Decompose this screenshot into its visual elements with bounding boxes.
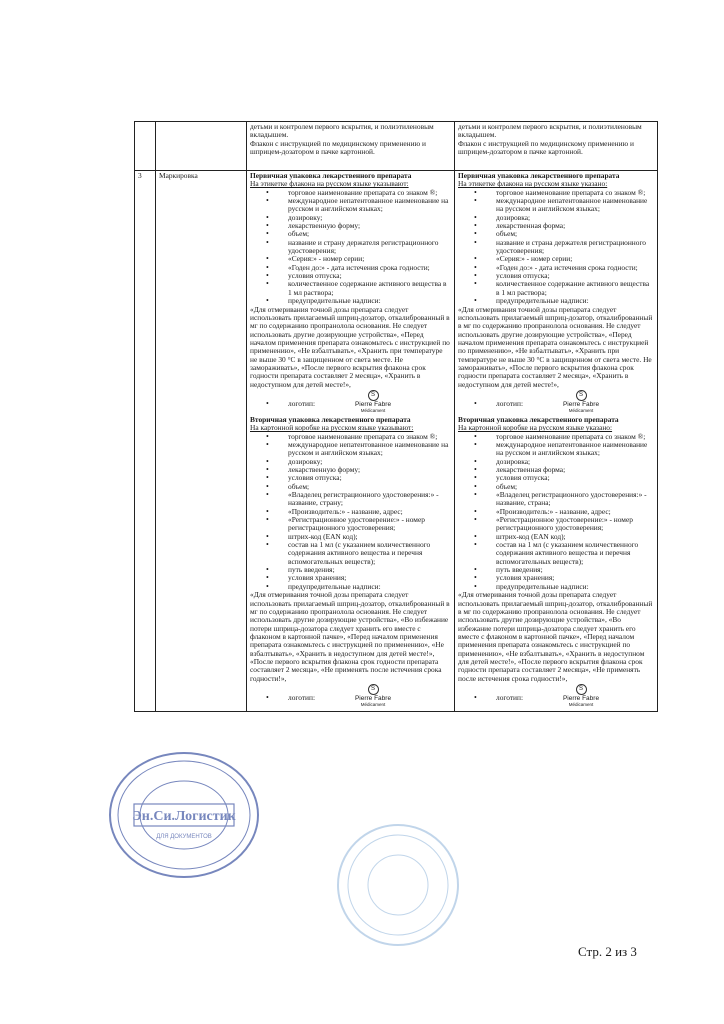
secondary-subtitle: На картонной коробке на русском языке указано: (458, 423, 613, 433)
primary-title: Первичная упаковка лекарственного препарата (250, 171, 412, 180)
list-item: • объем; (288, 483, 451, 491)
list-item: • дозировку; (288, 214, 451, 222)
list-item: • торговое наименование препарата со знаком ®; (288, 189, 451, 197)
logo-line (458, 390, 654, 414)
list-item: • количественное содержание активного вещества в 1 мл раствора; (288, 280, 451, 297)
secondary-warnings: «Для отмеривания точной дозы препарата следует использовать прилагаемый шприц-дозатор, откалиброванный в мг по содержанию пропранолола основания. Не следует использовать другие дозирующие устройства», «Во избежание потери шприца-дозатора следует хранить его вместе с флаконом в картонной пачке», «Перед началом применения препарата ознакомьтесь с инструкцией по применению», «Не взбалтывать», «Хранить в недоступном для детей месте!», «После первого вскрытия флакона срок годности препарата составляет 2 месяца», «Не применять после истечения срока годности!», (458, 590, 653, 683)
stamp-company-name: Эн.Си.Логистик (132, 809, 236, 824)
row-title: Маркировка (156, 171, 247, 712)
list-item: • «Производитель:» - название, адрес; (496, 508, 654, 516)
list-item: • количественное содержание активного вещества в 1 мл раствора; (496, 280, 654, 297)
logo-brand: Pierre Fabre (354, 694, 392, 702)
table-row-continued (135, 122, 658, 171)
logo-label: логотип: (288, 692, 316, 702)
list-item: • условия отпуска; (496, 272, 654, 280)
list-item: • «Серия:» - номер серии; (496, 255, 654, 263)
logo-line (250, 390, 451, 414)
document-table (134, 121, 658, 712)
secondary-title: Вторичная упаковка лекарственного препарата (250, 414, 411, 424)
logo-label: логотип: (496, 692, 524, 702)
list-item: • условия отпуска; (288, 272, 451, 280)
primary-title: Первичная упаковка лекарственного препарата (458, 171, 620, 180)
list-item: • штрих-код (EAN код); (288, 533, 451, 541)
list-item: • лекарственная форма; (496, 222, 654, 230)
list-item: • «Регистрационное удостоверение:» - номер регистрационного удостоверения; (496, 516, 654, 533)
cell-old-continued (247, 122, 455, 171)
list-item: • «Серия:» - номер серии; (288, 255, 451, 263)
list-item: • «Производитель:» - название, адрес; (288, 508, 451, 516)
old-packaging-text: детьми и контролем первого вскрытия, и полиэтиленовым вкладышем. Флакон с инструкцией по медицинскому применению и шприцем-дозатором в пачке картонной. (250, 122, 434, 157)
list-item: • объем; (496, 483, 654, 491)
bullet-icon: • (474, 692, 477, 702)
stamp-company-sub: ДЛЯ ДОКУМЕНТОВ (156, 834, 212, 840)
list-item: • предупредительные надписи: (496, 297, 654, 305)
list-item: • объем; (288, 230, 451, 238)
pierre-fabre-logo (546, 684, 616, 707)
primary-list (250, 189, 451, 306)
cell-new-continued (455, 122, 658, 171)
list-item: • условия отпуска; (288, 474, 451, 482)
list-item: • дозировка; (496, 458, 654, 466)
primary-list (458, 189, 654, 306)
logo-mark-icon: S (368, 390, 379, 401)
list-item: • «Годен до:» - дата истечения срока годности; (496, 264, 654, 272)
cell-old-labeling (247, 171, 455, 712)
list-item: • условия отпуска; (496, 474, 654, 482)
list-item: • лекарственную форму; (288, 222, 451, 230)
logo-brand: Pierre Fabre (562, 694, 600, 702)
primary-subtitle: На этикетке флакона на русском языке указывают: (250, 179, 409, 189)
logo-sub: Médicament (568, 701, 594, 707)
list-item: • торговое наименование препарата со знаком ®; (496, 189, 654, 197)
logo-line (250, 684, 451, 708)
list-item: • «Владелец регистрационного удостоверения:» - название, страна; (496, 491, 654, 508)
bullet-icon: • (266, 398, 269, 408)
table-row-labeling (135, 171, 658, 712)
list-item: • название и страну держателя регистрационного удостоверения; (288, 239, 451, 256)
pierre-fabre-logo (546, 390, 616, 413)
list-item: • условия хранения; (288, 574, 451, 582)
list-item: • дозировку; (288, 458, 451, 466)
list-item: • «Владелец регистрационного удостоверения:» - название, страну; (288, 491, 451, 508)
list-item: • предупредительные надписи: (288, 297, 451, 305)
company-stamp (104, 748, 264, 883)
list-item: • предупредительные надписи: (288, 583, 451, 591)
primary-subtitle: На этикетке флакона на русском языке указано: (458, 179, 608, 189)
primary-warnings: «Для отмеривания точной дозы препарата следует использовать прилагаемый шприц-дозатор, откалиброванный в мг по содержанию пропранолола основания. Не следует использовать другие дозирующие устройства», «Перед началом применения препарата ознакомьтесь с инструкцией по применению», «Не взбалтывать», «Хранить при температуре не выше 30 °С в защищенном от света месте. Не замораживать», «После первого вскрытия флакона срок годности препарата составляет 2 месяца», «Хранить в недоступном для детей месте!», (458, 304, 653, 389)
row-number: 3 (135, 171, 156, 712)
pierre-fabre-logo (338, 390, 408, 413)
list-item: • штрих-код (EAN код); (496, 533, 654, 541)
page-number: Стр. 2 из 3 (578, 944, 637, 959)
list-item: • объем; (496, 230, 654, 238)
list-item: • условия хранения; (496, 574, 654, 582)
pierre-fabre-logo (338, 684, 408, 707)
logo-line (458, 684, 654, 708)
secondary-subtitle: На картонной коробке на русском языке указывают: (250, 423, 414, 433)
bullet-icon: • (266, 692, 269, 702)
list-item: • лекарственная форма; (496, 466, 654, 474)
list-item: • международное непатентованное наименование на русском и английском языках; (288, 441, 451, 458)
list-item: • состав на 1 мл (с указанием количественного содержания активного вещества и перечня вспомогательных веществ); (496, 541, 654, 566)
bullet-icon: • (474, 398, 477, 408)
list-item: • путь введения; (288, 566, 451, 574)
cell-new-labeling (455, 171, 658, 712)
list-item: • состав на 1 мл (с указанием количественного содержания активного вещества и перечня вспомогательных веществ); (288, 541, 451, 566)
list-item: • дозировка; (496, 214, 654, 222)
logo-brand: Pierre Fabre (562, 400, 600, 408)
list-item: • международное непатентованное наименование на русском и английском языках; (288, 197, 451, 214)
list-item: • международное непатентованное наименование на русском и английском языках; (496, 197, 654, 214)
new-packaging-text: детьми и контролем первого вскрытия, и полиэтиленовым вкладышем. Флакон с инструкцией по медицинскому применению и шприцем-дозатором в пачке картонной. (458, 122, 642, 157)
cell-num-empty (135, 122, 156, 171)
company-stamp-seal (104, 748, 264, 883)
list-item: • «Годен до:» - дата истечения срока годности; (288, 264, 451, 272)
list-item: • «Регистрационное удостоверение:» - номер регистрационного удостоверения; (288, 516, 451, 533)
secondary-title: Вторичная упаковка лекарственного препарата (458, 414, 619, 424)
logo-mark-icon: S (576, 684, 587, 695)
logo-sub: Médicament (568, 407, 594, 413)
logo-mark-icon: S (368, 684, 379, 695)
round-stamp-seal (333, 820, 463, 950)
list-item: • предупредительные надписи: (496, 583, 654, 591)
round-stamp (333, 820, 463, 950)
cell-name-empty (156, 122, 247, 171)
list-item: • международное непатентованное наименование на русском и английском языках; (496, 441, 654, 458)
secondary-list (458, 433, 654, 592)
primary-warnings: «Для отмеривания точной дозы препарата следует использовать прилагаемый шприц-дозатор, откалиброванный в мг по содержанию пропранолола основания. Не следует использовать другие дозирующие устройства», «Перед началом применения препарата ознакомьтесь с инструкцией по применению», «Не взбалтывать», «Хранить при температуре не выше 30 °С в защищенном от света месте. Не замораживать», «После первого вскрытия флакона срок годности препарата составляет 2 месяца», «Хранить в недоступном для детей месте!», (250, 304, 450, 389)
logo-sub: Médicament (360, 701, 386, 707)
logo-label: логотип: (288, 398, 316, 408)
list-item: • путь введения; (496, 566, 654, 574)
list-item: • торговое наименование препарата со знаком ®; (288, 433, 451, 441)
list-item: • торговое наименование препарата со знаком ®; (496, 433, 654, 441)
list-item: • лекарственную форму; (288, 466, 451, 474)
secondary-warnings: «Для отмеривания точной дозы препарата следует использовать прилагаемый шприц-дозатор, откалиброванный в мг по содержанию пропранолола основания. Не следует использовать другие дозирующие устройства», «Во избежание потери шприца-дозатора следует хранить его вместе с флаконом в картонной пачке», «Перед началом применения препарата ознакомьтесь с инструкцией по применению», «Не взбалтывать», «Хранить в недоступном для детей месте!», «После первого вскрытия флакона срок годности препарата составляет 2 месяца», «Не применять после истечения срока годности!», (250, 590, 450, 683)
secondary-list (250, 433, 451, 592)
list-item: • название и страна держателя регистрационного удостоверения; (496, 239, 654, 256)
logo-brand: Pierre Fabre (354, 400, 392, 408)
logo-label: логотип: (496, 398, 524, 408)
logo-mark-icon: S (576, 390, 587, 401)
logo-sub: Médicament (360, 407, 386, 413)
